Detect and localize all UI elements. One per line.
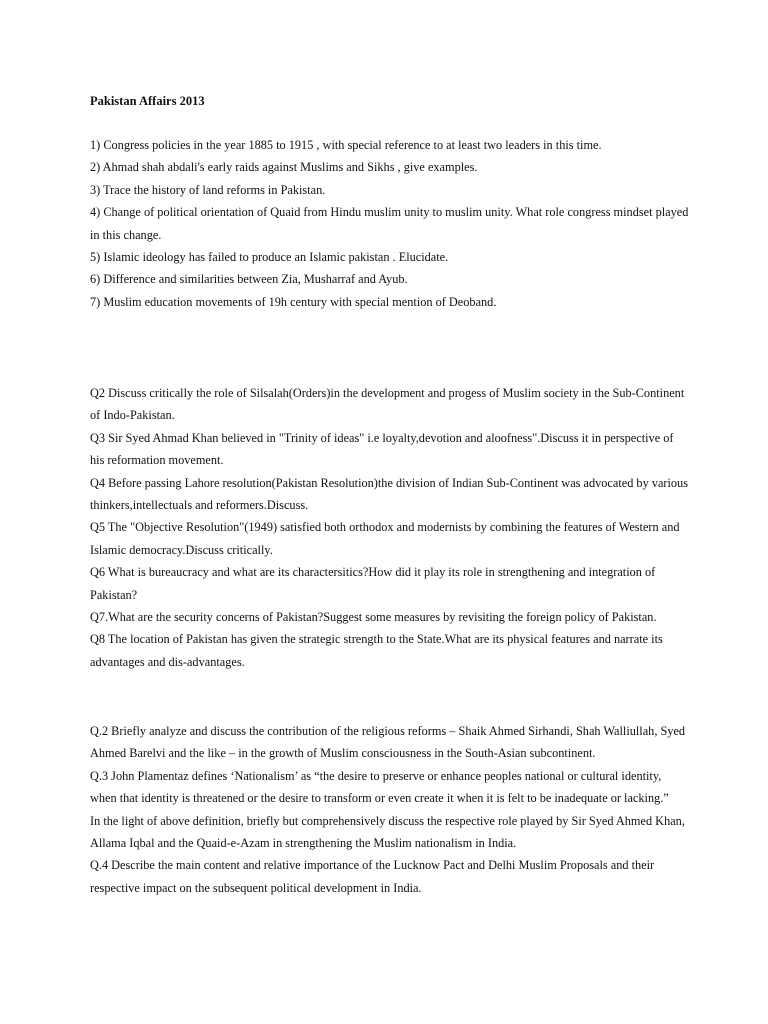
question-item: 7) Muslim education movements of 19h century with special mention of Deoband. bbox=[90, 294, 497, 309]
question-item: Q5 The "Objective Resolution"(1949) satisfied both orthodox and modernists by combining the features of Western and Islamic democracy.Discuss critically. bbox=[90, 520, 680, 557]
question-item: 5) Islamic ideology has failed to produce an Islamic pakistan . Elucidate. bbox=[90, 250, 449, 265]
question-item: Q3 Sir Syed Ahmad Khan believed in "Trinity of ideas" i.e loyalty,devotion and aloofness".Discuss it in perspective of his reformation movement. bbox=[90, 430, 674, 468]
question-item: 6) Difference and similarities between Zia, Musharraf and Ayub. bbox=[90, 272, 408, 287]
question-item: 2) Ahmad shah abdali's early raids against Muslims and Sikhs , give examples. bbox=[90, 160, 478, 175]
question-item: Q.4 Describe the main content and relative importance of the Lucknow Pact and Delhi Muslim Proposals and their respective impact on the subsequent political development in India. bbox=[90, 858, 655, 895]
question-item: 1) Congress policies in the year 1885 to 1915 , with special reference to at least two leaders in this time. bbox=[90, 138, 602, 152]
question-item: Q2 Discuss critically the role of Silsalah(Orders)in the development and progess of Muslim society in the Sub-Continent of Indo-Pakistan. bbox=[90, 386, 685, 423]
question-item: Q8 The location of Pakistan has given the strategic strength to the State.What are its physical features and narrate its advantages and dis-advantages. bbox=[90, 632, 663, 669]
question-list-section-3 bbox=[90, 720, 690, 899]
document-title: Pakistan Affairs 2013 bbox=[90, 94, 205, 108]
question-item: Q.2 Briefly analyze and discuss the contribution of the religious reforms – Shaik Ahmed Sirhandi, Shah Walliullah, Syed Ahmed Barelvi and the like – in the growth of Muslim consciousness in the South-Asian subcontinent. bbox=[90, 724, 686, 761]
question-item: Q4 Before passing Lahore resolution(Pakistan Resolution)the division of Indian Sub-Continent was advocated by various thinkers,intellectuals and reformers.Discuss. bbox=[90, 475, 688, 513]
question-item: 4) Change of political orientation of Quaid from Hindu muslim unity to muslim unity. What role congress mindset played in this change. bbox=[90, 205, 689, 242]
question-item: Q6 What is bureaucracy and what are its charactersitics?How did it play its role in strengthening and integration of Pakistan? bbox=[90, 565, 656, 602]
question-list-section-2 bbox=[90, 382, 690, 673]
question-item: Q7.What are the security concerns of Pakistan?Suggest some measures by revisiting the foreign policy of Pakistan. bbox=[90, 610, 657, 625]
question-item: In the light of above definition, briefly but comprehensively discuss the respective role played by Sir Syed Ahmed Khan, Allama Iqbal and the Quaid-e-Azam in strengthening the Muslim nationalism in India. bbox=[90, 813, 685, 851]
question-item: 3) Trace the history of land reforms in Pakistan. bbox=[90, 182, 326, 197]
question-item: Q.3 John Plamentaz defines ‘Nationalism’ as “the desire to preserve or enhance peoples national or cultural identity, when that identity is threatened or the desire to transform or even create it when it is felt to be inadequate or lacking.” bbox=[90, 768, 669, 806]
question-list-section-1 bbox=[90, 134, 690, 313]
